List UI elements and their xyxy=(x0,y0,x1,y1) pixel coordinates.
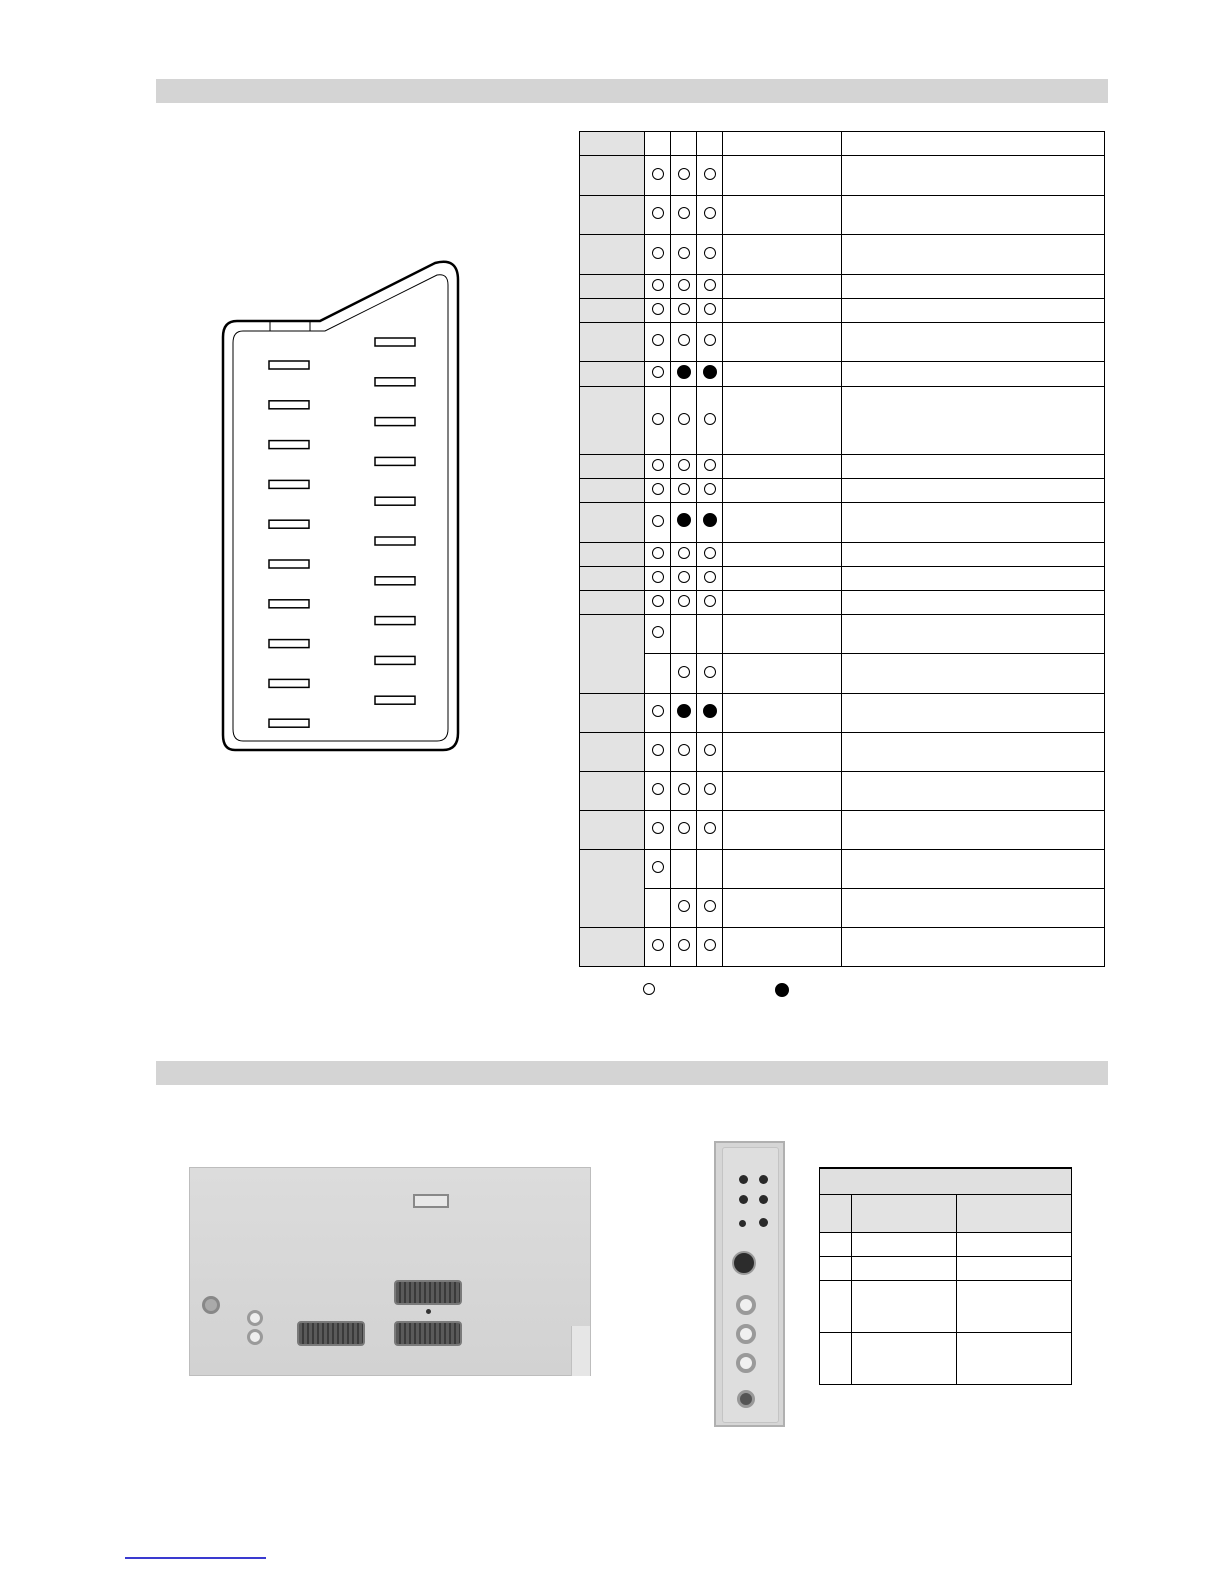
open-circle-icon xyxy=(652,515,664,527)
status-cell xyxy=(645,543,671,567)
side-table-cell xyxy=(852,1333,957,1385)
status-cell xyxy=(697,387,723,455)
section-header-bar-bottom xyxy=(156,1061,1108,1085)
description-cell xyxy=(842,889,1105,928)
status-cell xyxy=(671,479,697,503)
status-cell xyxy=(671,299,697,323)
status-cell xyxy=(697,772,723,811)
description-cell xyxy=(842,299,1105,323)
description-cell xyxy=(842,772,1105,811)
status-cell xyxy=(645,694,671,733)
open-circle-icon xyxy=(678,547,690,559)
table-row xyxy=(580,567,1105,591)
signal-cell xyxy=(723,196,842,235)
side-table-title xyxy=(820,1168,1072,1195)
table-row xyxy=(580,323,1105,362)
scart-pin xyxy=(375,696,415,704)
status-cell xyxy=(697,455,723,479)
status-cell xyxy=(671,196,697,235)
button-hole-icon xyxy=(739,1175,748,1184)
signal-cell xyxy=(723,694,842,733)
open-circle-icon xyxy=(678,303,690,315)
status-cell xyxy=(671,543,697,567)
table-row xyxy=(580,591,1105,615)
signal-cell xyxy=(723,503,842,543)
description-cell xyxy=(842,615,1105,654)
open-circle-icon xyxy=(678,822,690,834)
scart-socket-av3-icon xyxy=(394,1321,462,1346)
s-video-socket-icon xyxy=(732,1251,756,1275)
button-hole-icon xyxy=(759,1218,768,1227)
status-cell xyxy=(697,567,723,591)
header-description xyxy=(842,132,1105,156)
status-cell xyxy=(671,275,697,299)
status-cell xyxy=(671,362,697,387)
status-cell xyxy=(697,928,723,967)
indicator-dot xyxy=(426,1309,431,1314)
status-cell xyxy=(671,850,697,889)
status-cell xyxy=(671,156,697,196)
status-cell xyxy=(645,299,671,323)
status-cell xyxy=(697,503,723,543)
status-cell xyxy=(645,275,671,299)
scart-pin xyxy=(375,338,415,346)
open-circle-icon xyxy=(652,247,664,259)
scart-pin xyxy=(269,719,309,727)
status-cell xyxy=(645,733,671,772)
pin-number-cell xyxy=(580,299,645,323)
pin-number-cell xyxy=(580,567,645,591)
status-cell xyxy=(645,591,671,615)
open-circle-icon xyxy=(704,459,716,471)
pin-number-cell xyxy=(580,591,645,615)
description-cell xyxy=(842,275,1105,299)
filled-circle-icon xyxy=(703,513,717,527)
description-cell xyxy=(842,654,1105,694)
signal-cell xyxy=(723,156,842,196)
status-cell xyxy=(645,362,671,387)
pin-number-cell xyxy=(580,479,645,503)
status-cell xyxy=(645,654,671,694)
signal-cell xyxy=(723,654,842,694)
table-row xyxy=(580,811,1105,850)
status-cell xyxy=(645,156,671,196)
panel-edge xyxy=(571,1326,590,1376)
open-circle-icon xyxy=(652,744,664,756)
description-cell xyxy=(842,387,1105,455)
side-panel-photo xyxy=(714,1141,785,1427)
side-table-cell xyxy=(957,1257,1072,1281)
open-circle-icon xyxy=(652,334,664,346)
open-circle-icon xyxy=(678,483,690,495)
open-circle-icon xyxy=(678,168,690,180)
scart-pin xyxy=(269,361,309,369)
side-table-header-cell xyxy=(852,1195,957,1233)
open-circle-icon xyxy=(652,207,664,219)
status-cell xyxy=(645,503,671,543)
side-table-cell xyxy=(820,1257,852,1281)
side-table-header-cell xyxy=(820,1195,852,1233)
open-circle-icon xyxy=(704,207,716,219)
status-cell xyxy=(671,235,697,275)
description-cell xyxy=(842,323,1105,362)
video-in-jack-icon xyxy=(736,1295,756,1315)
pin-number-cell xyxy=(580,387,645,455)
status-cell xyxy=(671,811,697,850)
scart-pin xyxy=(269,520,309,528)
pin-number-cell xyxy=(580,928,645,967)
rear-panel-photo xyxy=(189,1167,591,1376)
open-circle-icon xyxy=(704,483,716,495)
description-cell xyxy=(842,196,1105,235)
table-row xyxy=(580,235,1105,275)
open-circle-icon xyxy=(678,279,690,291)
open-circle-icon xyxy=(678,666,690,678)
open-circle-icon xyxy=(678,783,690,795)
scart-socket-av2-icon xyxy=(394,1280,462,1305)
open-circle-icon xyxy=(652,705,664,717)
signal-cell xyxy=(723,811,842,850)
pin-number-cell xyxy=(580,455,645,479)
status-cell xyxy=(697,733,723,772)
status-cell xyxy=(645,235,671,275)
status-cell xyxy=(671,772,697,811)
signal-cell xyxy=(723,615,842,654)
status-cell xyxy=(671,387,697,455)
pin-number-cell xyxy=(580,733,645,772)
open-circle-icon xyxy=(652,822,664,834)
open-circle-icon xyxy=(678,939,690,951)
open-circle-icon xyxy=(678,900,690,912)
description-cell xyxy=(842,850,1105,889)
open-circle-icon xyxy=(704,744,716,756)
pin-number-cell xyxy=(580,850,645,928)
audio-out-socket-icon xyxy=(247,1310,263,1326)
open-circle-icon xyxy=(652,939,664,951)
status-cell xyxy=(697,543,723,567)
pin-number-cell xyxy=(580,196,645,235)
open-circle-icon xyxy=(704,666,716,678)
antenna-socket-icon xyxy=(202,1296,220,1314)
scart-pin xyxy=(375,418,415,426)
open-circle-icon xyxy=(652,547,664,559)
button-hole-icon xyxy=(739,1195,748,1204)
pin-number-cell xyxy=(580,275,645,299)
open-circle-icon xyxy=(704,168,716,180)
audio-in-left-jack-icon xyxy=(736,1324,756,1344)
scart-pin xyxy=(375,656,415,664)
legend-open-circle-icon xyxy=(643,983,655,995)
side-table-cell xyxy=(820,1333,852,1385)
description-cell xyxy=(842,362,1105,387)
filled-circle-icon xyxy=(703,365,717,379)
service-slot xyxy=(413,1194,449,1208)
open-circle-icon xyxy=(704,571,716,583)
table-row xyxy=(580,275,1105,299)
open-circle-icon xyxy=(652,413,664,425)
side-table-cell xyxy=(852,1281,957,1333)
filled-circle-icon xyxy=(677,513,691,527)
open-circle-icon xyxy=(678,334,690,346)
open-circle-icon xyxy=(678,571,690,583)
status-cell xyxy=(645,387,671,455)
status-cell xyxy=(697,479,723,503)
open-circle-icon xyxy=(704,939,716,951)
side-table-cell xyxy=(820,1233,852,1257)
open-circle-icon xyxy=(704,900,716,912)
status-cell xyxy=(697,694,723,733)
status-cell xyxy=(671,503,697,543)
status-cell xyxy=(645,811,671,850)
status-cell xyxy=(671,567,697,591)
signal-cell xyxy=(723,479,842,503)
table-row xyxy=(580,772,1105,811)
description-cell xyxy=(842,235,1105,275)
signal-cell xyxy=(723,235,842,275)
status-cell xyxy=(697,615,723,654)
open-circle-icon xyxy=(652,168,664,180)
section-header-bar-top xyxy=(156,79,1108,103)
signal-cell xyxy=(723,889,842,928)
pin-number-cell xyxy=(580,362,645,387)
signal-cell xyxy=(723,928,842,967)
side-table-cell xyxy=(957,1281,1072,1333)
table-row xyxy=(580,299,1105,323)
table-row xyxy=(580,694,1105,733)
status-cell xyxy=(697,811,723,850)
header-av2 xyxy=(671,132,697,156)
open-circle-icon xyxy=(652,626,664,638)
button-hole-icon xyxy=(759,1175,768,1184)
open-circle-icon xyxy=(678,459,690,471)
scart-pin xyxy=(375,577,415,585)
signal-cell xyxy=(723,543,842,567)
status-cell xyxy=(671,615,697,654)
status-cell xyxy=(671,694,697,733)
scart-pins-even xyxy=(375,338,415,704)
open-circle-icon xyxy=(652,279,664,291)
description-cell xyxy=(842,694,1105,733)
status-cell xyxy=(671,591,697,615)
table-row xyxy=(580,362,1105,387)
status-cell xyxy=(697,275,723,299)
status-cell xyxy=(645,772,671,811)
footer-link-underline xyxy=(125,1557,266,1559)
scart-pin xyxy=(269,480,309,488)
open-circle-icon xyxy=(652,571,664,583)
table-row xyxy=(580,850,1105,889)
description-cell xyxy=(842,479,1105,503)
open-circle-icon xyxy=(704,595,716,607)
status-cell xyxy=(697,362,723,387)
side-table-header-cell xyxy=(957,1195,1072,1233)
status-cell xyxy=(697,323,723,362)
scart-pin xyxy=(269,401,309,409)
table-row xyxy=(580,615,1105,654)
scart-pin xyxy=(375,457,415,465)
signal-cell xyxy=(723,323,842,362)
signal-cell xyxy=(723,455,842,479)
pin-number-cell xyxy=(580,811,645,850)
status-cell xyxy=(671,928,697,967)
description-cell xyxy=(842,567,1105,591)
scart-pin xyxy=(375,378,415,386)
status-cell xyxy=(645,455,671,479)
status-cell xyxy=(671,733,697,772)
status-cell xyxy=(645,479,671,503)
table-row xyxy=(580,889,1105,928)
open-circle-icon xyxy=(652,366,664,378)
status-cell xyxy=(671,889,697,928)
legend-filled-circle-icon xyxy=(775,983,789,997)
description-cell xyxy=(842,503,1105,543)
description-cell xyxy=(842,156,1105,196)
filled-circle-icon xyxy=(677,365,691,379)
status-cell xyxy=(645,928,671,967)
audio-out-socket-icon xyxy=(247,1329,263,1345)
header-signal xyxy=(723,132,842,156)
scart-connector-diagram xyxy=(215,255,465,755)
pin-number-cell xyxy=(580,615,645,694)
signal-cell xyxy=(723,362,842,387)
scart-pin xyxy=(269,600,309,608)
headphone-jack-icon xyxy=(737,1390,755,1408)
open-circle-icon xyxy=(704,279,716,291)
status-cell xyxy=(645,615,671,654)
pin-number-cell xyxy=(580,156,645,196)
description-cell xyxy=(842,811,1105,850)
open-circle-icon xyxy=(652,483,664,495)
side-table-cell xyxy=(957,1333,1072,1385)
open-circle-icon xyxy=(678,413,690,425)
signal-cell xyxy=(723,387,842,455)
scart-pin xyxy=(375,617,415,625)
signal-cell xyxy=(723,567,842,591)
side-table-cell xyxy=(820,1281,852,1333)
pin-number-cell xyxy=(580,235,645,275)
scart-pins-odd xyxy=(269,361,309,727)
scart-pin xyxy=(269,441,309,449)
status-cell xyxy=(697,654,723,694)
status-cell xyxy=(645,196,671,235)
open-circle-icon xyxy=(704,413,716,425)
open-circle-icon xyxy=(652,595,664,607)
scart-pin xyxy=(269,560,309,568)
status-cell xyxy=(671,323,697,362)
pin-number-cell xyxy=(580,323,645,362)
open-circle-icon xyxy=(704,547,716,559)
status-cell xyxy=(697,299,723,323)
table-row xyxy=(580,455,1105,479)
header-av1 xyxy=(645,132,671,156)
audio-in-right-jack-icon xyxy=(736,1353,756,1373)
open-circle-icon xyxy=(652,861,664,873)
status-cell xyxy=(697,156,723,196)
open-circle-icon xyxy=(704,334,716,346)
open-circle-icon xyxy=(704,783,716,795)
status-cell xyxy=(671,654,697,694)
open-circle-icon xyxy=(678,744,690,756)
pin-number-cell xyxy=(580,543,645,567)
status-cell xyxy=(645,323,671,362)
button-hole-icon xyxy=(739,1220,746,1227)
signal-cell xyxy=(723,733,842,772)
signal-cell xyxy=(723,591,842,615)
side-table-cell xyxy=(957,1233,1072,1257)
scart-pin xyxy=(375,497,415,505)
status-cell xyxy=(645,567,671,591)
status-cell xyxy=(671,455,697,479)
header-av3 xyxy=(697,132,723,156)
description-cell xyxy=(842,543,1105,567)
status-cell xyxy=(697,196,723,235)
scart-pin xyxy=(269,679,309,687)
open-circle-icon xyxy=(652,303,664,315)
table-row xyxy=(580,733,1105,772)
status-cell xyxy=(697,591,723,615)
status-cell xyxy=(645,889,671,928)
table-row xyxy=(580,156,1105,196)
open-circle-icon xyxy=(678,207,690,219)
side-table-cell xyxy=(852,1257,957,1281)
open-circle-icon xyxy=(678,247,690,259)
table-row xyxy=(580,654,1105,694)
pin-number-cell xyxy=(580,772,645,811)
status-cell xyxy=(697,235,723,275)
filled-circle-icon xyxy=(677,704,691,718)
open-circle-icon xyxy=(652,783,664,795)
table-row xyxy=(580,543,1105,567)
signal-cell xyxy=(723,275,842,299)
status-cell xyxy=(697,889,723,928)
table-row xyxy=(580,387,1105,455)
header-pin xyxy=(580,132,645,156)
open-circle-icon xyxy=(704,822,716,834)
table-header-row xyxy=(580,132,1105,156)
scart-socket-av1-icon xyxy=(297,1321,365,1346)
description-cell xyxy=(842,455,1105,479)
pin-number-cell xyxy=(580,694,645,733)
filled-circle-icon xyxy=(703,704,717,718)
description-cell xyxy=(842,591,1105,615)
table-row xyxy=(580,479,1105,503)
open-circle-icon xyxy=(652,459,664,471)
pin-number-cell xyxy=(580,503,645,543)
description-cell xyxy=(842,928,1105,967)
signal-cell xyxy=(723,299,842,323)
side-table-cell xyxy=(852,1233,957,1257)
table-row xyxy=(580,196,1105,235)
side-socket-table xyxy=(819,1167,1072,1385)
signal-cell xyxy=(723,772,842,811)
scart-pin-table xyxy=(579,131,1105,967)
status-cell xyxy=(645,850,671,889)
table-row xyxy=(580,503,1105,543)
description-cell xyxy=(842,733,1105,772)
side-panel-inner xyxy=(722,1147,779,1423)
scart-pin xyxy=(269,640,309,648)
status-cell xyxy=(697,850,723,889)
scart-pin xyxy=(375,537,415,545)
signal-cell xyxy=(723,850,842,889)
open-circle-icon xyxy=(704,247,716,259)
open-circle-icon xyxy=(704,303,716,315)
table-row xyxy=(580,928,1105,967)
button-hole-icon xyxy=(759,1195,768,1204)
open-circle-icon xyxy=(678,595,690,607)
